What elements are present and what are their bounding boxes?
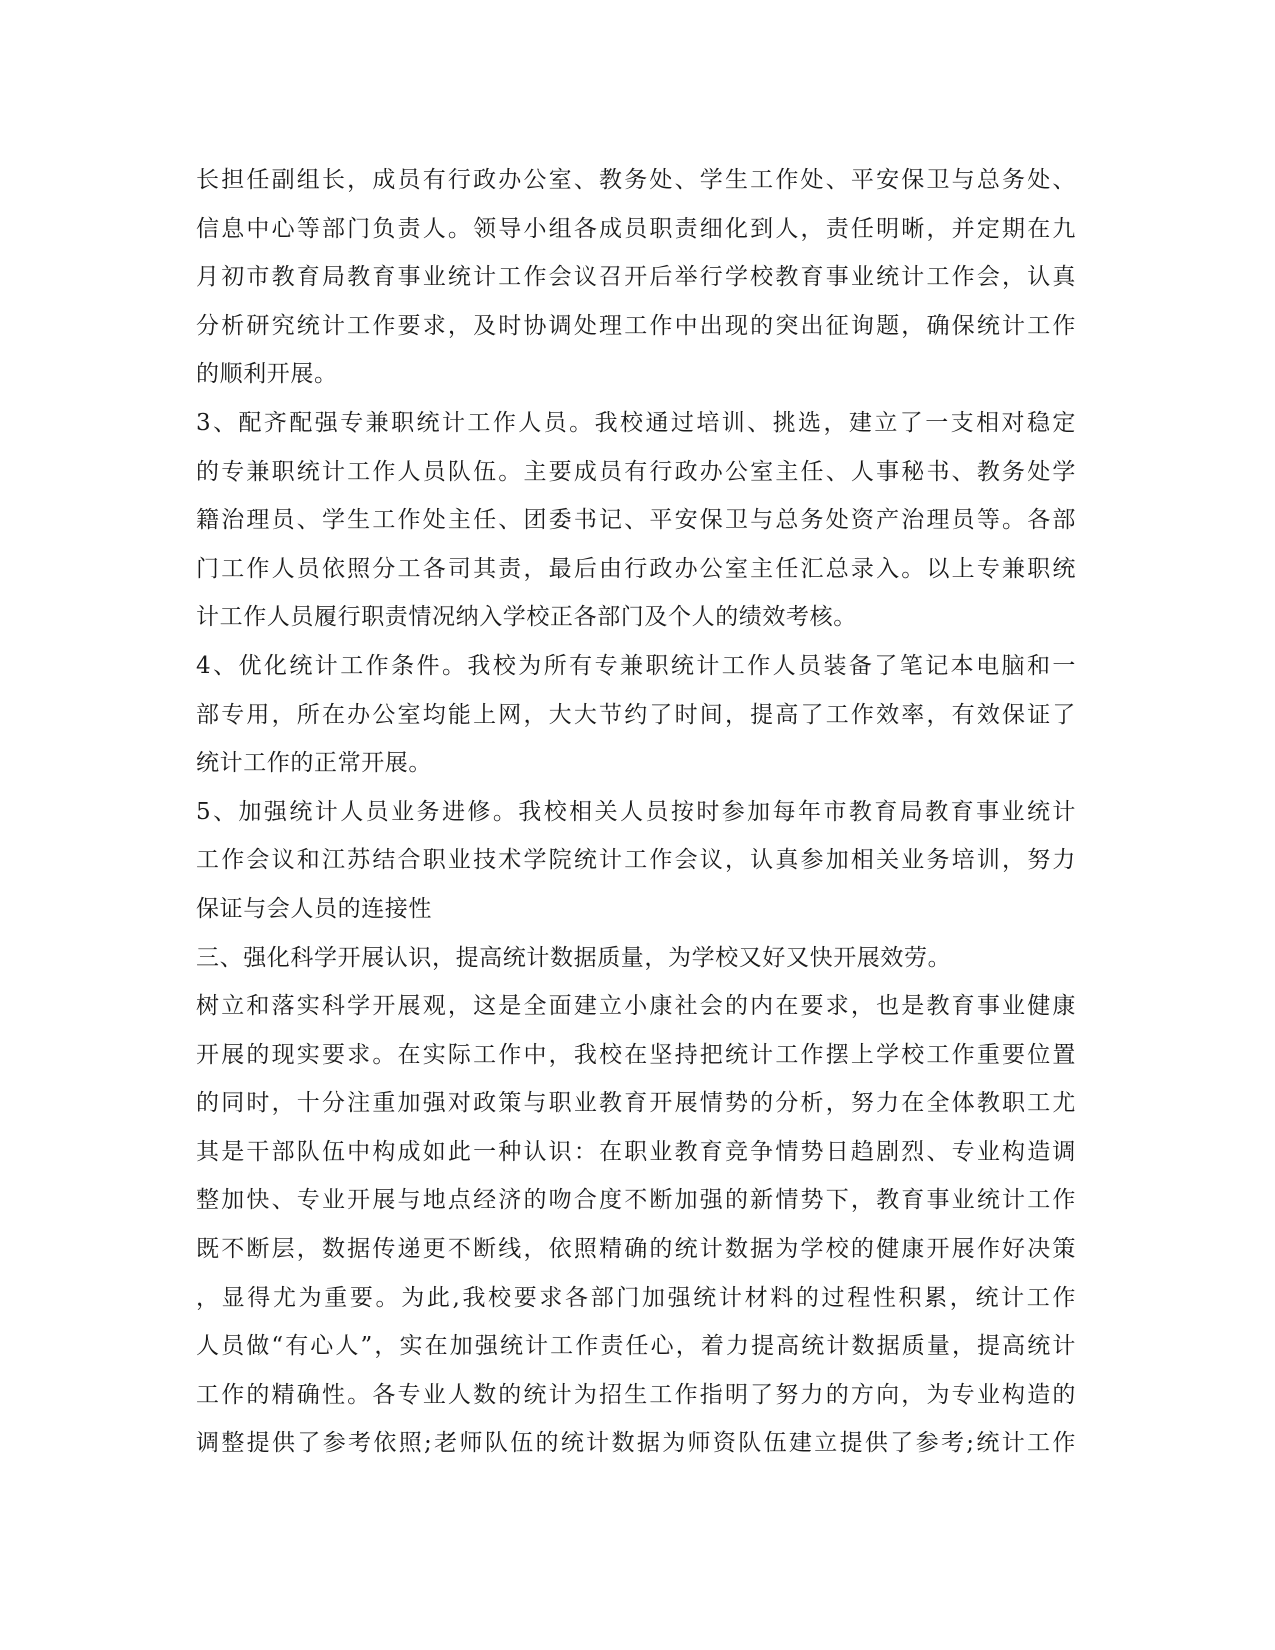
text-line: 保证与会人员的连接性: [196, 895, 432, 922]
text-line: 长担任副组长，成员有行政办公室、教务处、学生工作处、平安保卫与总务处、: [196, 167, 1076, 193]
text-line: 部专用，所在办公室均能上网，大大节约了时间，提高了工作效率，有效保证了: [196, 701, 1076, 728]
text-line: 门工作人员依照分工各司其责，最后由行政办公室主任汇总录入。以上专兼职统: [196, 555, 1076, 582]
text-line: 3、配齐配强专兼职统计工作人员。我校通过培训、挑选，建立了一支相对稳定: [196, 409, 1076, 436]
text-line: 调整提供了参考依照;老师队伍的统计数据为师资队伍建立提供了参考;统计工作: [196, 1430, 1076, 1457]
text-line: 工作会议和江苏结合职业技术学院统计工作会议，认真参加相关业务培训，努力: [196, 847, 1076, 874]
text-line: 分析研究统计工作要求，及时协调处理工作中出现的突出征询题，确保统计工作: [196, 312, 1076, 339]
text-line: 工作的精确性。各专业人数的统计为招生工作指明了努力的方向，为专业构造的: [196, 1381, 1076, 1408]
text-line: 4、优化统计工作条件。我校为所有专兼职统计工作人员装备了笔记本电脑和一: [196, 652, 1076, 679]
text-line: 三、强化科学开展认识，提高统计数据质量，为学校又好又快开展效劳。: [196, 944, 952, 971]
text-line: 的同时，十分注重加强对政策与职业教育开展情势的分析，努力在全体教职工尤: [196, 1090, 1076, 1117]
text-line: ，显得尤为重要。为此,我校要求各部门加强统计材料的过程性积累，统计工作: [196, 1284, 1076, 1311]
text-line: 统计工作的正常开展。: [196, 750, 432, 777]
text-line: 开展的现实要求。在实际工作中，我校在坚持把统计工作摆上学校工作重要位置: [196, 1041, 1076, 1068]
text-line: 人员做“有心人”，实在加强统计工作责任心，着力提高统计数据质量，提高统计: [196, 1333, 1076, 1360]
text-line: 的顺利开展。: [196, 361, 338, 388]
text-line: 整加快、专业开展与地点经济的吻合度不断加强的新情势下，教育事业统计工作: [196, 1187, 1076, 1214]
text-line: 其是干部队伍中构成如此一种认识：在职业教育竞争情势日趋剧烈、专业构造调: [196, 1138, 1076, 1165]
text-line: 5、加强统计人员业务进修。我校相关人员按时参加每年市教育局教育事业统计: [196, 798, 1076, 825]
text-line: 计工作人员履行职责情况纳入学校正各部门及个人的绩效考核。: [196, 604, 857, 631]
document-body: [196, 156, 1076, 1468]
text-line: 信息中心等部门负责人。领导小组各成员职责细化到人，责任明晰，并定期在九: [196, 215, 1076, 242]
text-line: 的专兼职统计工作人员队伍。主要成员有行政办公室主任、人事秘书、教务处学: [196, 458, 1076, 485]
text-line: 月初市教育局教育事业统计工作会议召开后举行学校教育事业统计工作会，认真: [196, 264, 1076, 291]
text-line: 既不断层，数据传递更不断线，依照精确的统计数据为学校的健康开展作好决策: [196, 1236, 1076, 1263]
text-line: 树立和落实科学开展观，这是全面建立小康社会的内在要求，也是教育事业健康: [196, 993, 1076, 1020]
text-line: 籍治理员、学生工作处主任、团委书记、平安保卫与总务处资产治理员等。各部: [196, 507, 1076, 534]
